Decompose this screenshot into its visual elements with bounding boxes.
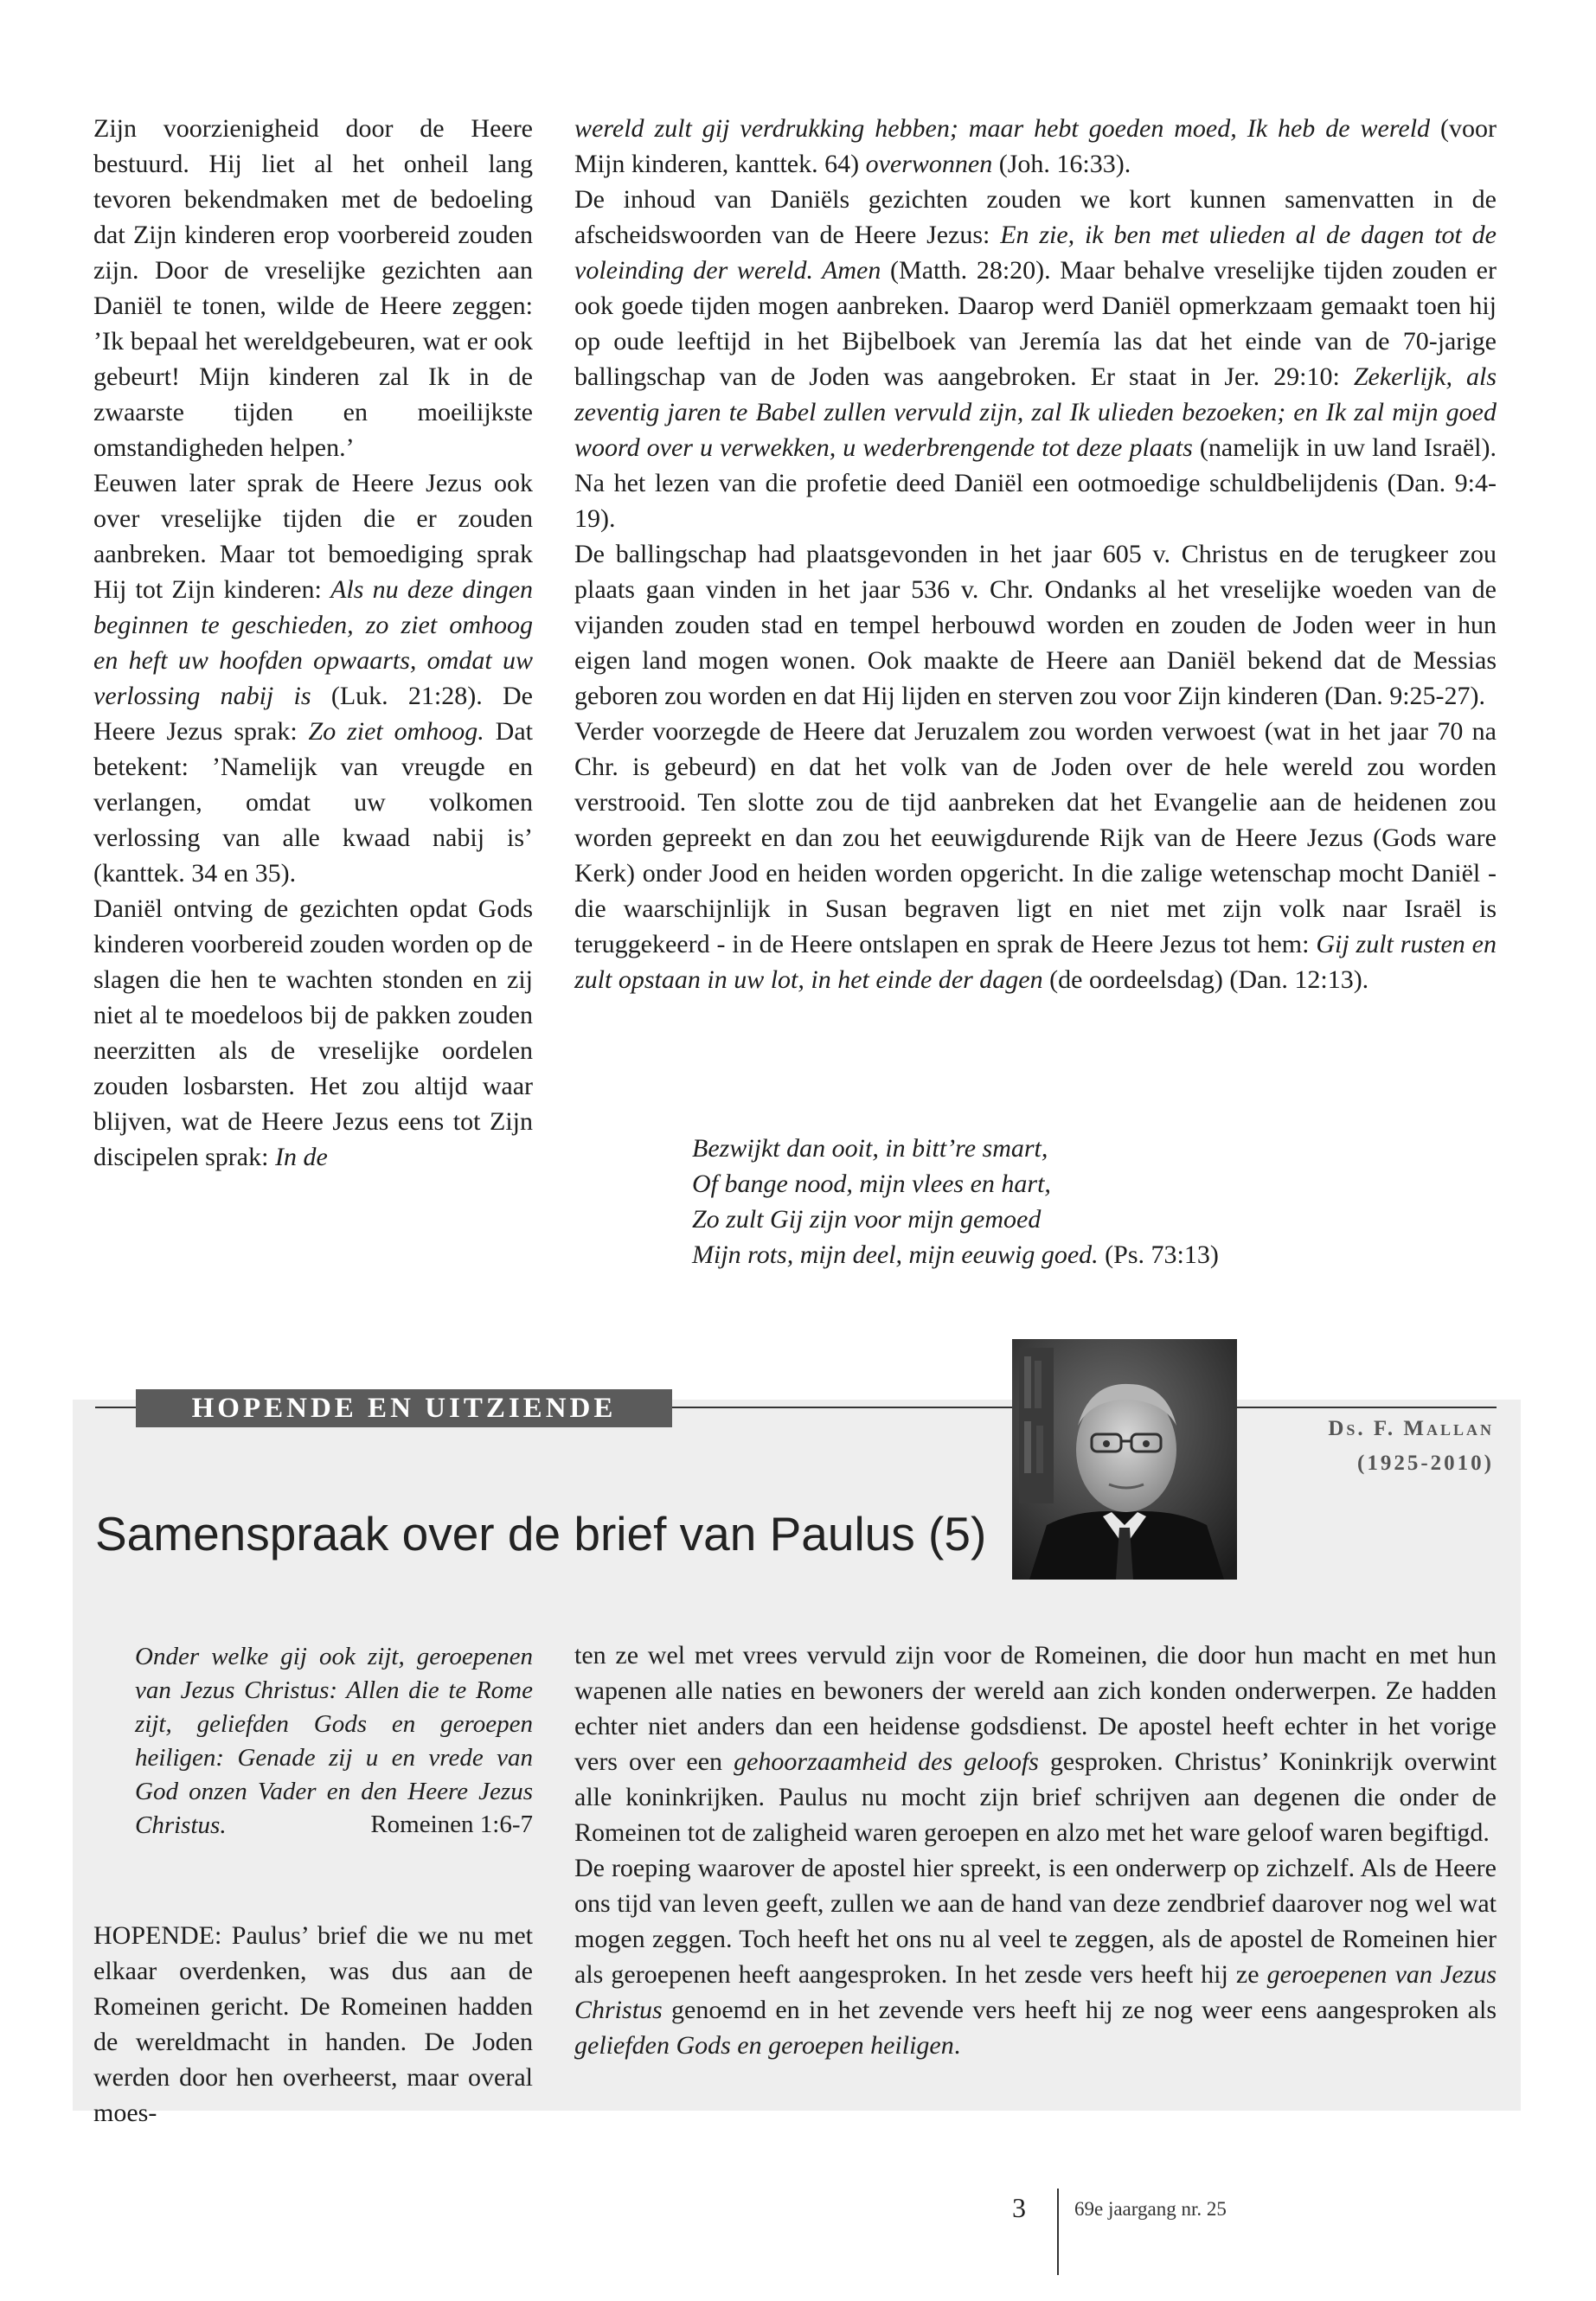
- text-run: (namelijk in uw land Israël). Na het lezen van die profetie deed Daniël een ootmoedige schuldbelijdenis (Dan. 9:4-19).: [574, 433, 1497, 533]
- psalm-quote: [692, 1131, 1384, 1272]
- column-left-text: [93, 111, 533, 1175]
- paragraph: [93, 111, 533, 465]
- text-run: ten ze wel met vrees vervuld zijn voor de Romeinen, die door hun macht en met hun wapenen alle naties en bewoners der wereld aan zich konden onderwerpen. Ze hadden echter niet anders dan een heidense godsdienst. De apostel heeft echter in het vorige vers over een: [574, 1641, 1497, 1776]
- italic-text: geroepenen van Jezus Christus: [574, 1960, 1497, 2024]
- poem-line: Zo zult Gij zijn voor mijn gemoed: [692, 1205, 1042, 1234]
- poem-line: Of bange nood, mijn vlees en hart,: [692, 1170, 1051, 1198]
- author-years: (1925-2010): [1357, 1452, 1494, 1475]
- author-photo: [1012, 1339, 1237, 1580]
- poem-line: Mijn rots, mijn deel, mijn eeuwig goed.: [692, 1240, 1099, 1269]
- poem-line: Bezwijkt dan ooit, in bitt’re smart,: [692, 1134, 1048, 1163]
- italic-text: In de: [274, 1143, 328, 1171]
- italic-text: Zekerlijk, als zeventig jaren te Babel zullen vervuld zijn, zal Ik ulieden bezoeken; en Ik zal mijn goed woord over u verwekken, u wederbrengende tot deze plaats: [574, 362, 1497, 462]
- text-run: Verder voorzegde de Heere dat Jeruzalem zou worden verwoest (wat in het jaar 70 na Chr. is gebeurd) en dat het volk van de Joden over de hele wereld zou worden verstrooid. Ten slotte zou de tijd aanbreken dat het Evangelie aan de heidenen zou worden gepreekt en dan zou het eeuwigdurende Rijk van de Heere Jezus (Gods ware Kerk) onder Jood en heiden worden opgericht. In die zalige wetenschap mocht Daniël - die waarschijnlijk in Susan begraven ligt en niet met zijn volk naar Israël is teruggekeerd - in de Heere ontslapen en sprak de Heere Jezus tot hem:: [574, 717, 1497, 958]
- text-run: Eeuwen later sprak de Heere Jezus ook over vreselijke tijden die er zouden aanbreken. Maar tot bemoediging sprak Hij tot Zijn kinderen:: [93, 469, 533, 604]
- text-run: genoemd en in het zevende vers heeft hij ze nog weer eens aangesproken als: [662, 1996, 1497, 2024]
- text-run: De ballingschap had plaatsgevonden in het jaar 605 v. Christus en de terugkeer zou plaats gaan vinden in het jaar 536 v. Chr. Ondanks al het vreselijke woeden van de vijanden zouden stad en tempel herbouwd worden en zouden de Joden weer in hun eigen land mogen wonen. Ook maakte de Heere aan Daniël bekend dat de Messias geboren zou worden en dat Hij lijden en sterven zou voor Zijn kinderen (Dan. 9:25-27).: [574, 540, 1497, 710]
- paragraph: [93, 1918, 533, 2131]
- italic-text: gehoorzaamheid des geloofs: [734, 1747, 1039, 1776]
- paragraph: [93, 465, 533, 891]
- paragraph: [574, 111, 1497, 182]
- article-title: Samenspraak over de brief van Paulus (5): [95, 1507, 987, 1561]
- text-run: De inhoud van Daniëls gezichten zouden we kort kunnen samenvatten in de afscheidswoorden van de Heere Jezus:: [574, 185, 1497, 249]
- text-run: (voor Mijn kinderen, kanttek. 64): [574, 114, 1497, 178]
- text-run: (Luk. 21:28). De Heere Jezus sprak:: [93, 682, 533, 746]
- italic-text: Zo ziet omhoog.: [308, 717, 484, 746]
- paragraph: [574, 1850, 1497, 2063]
- article-column-left: [93, 1918, 533, 2131]
- poem-reference: (Ps. 73:13): [1098, 1240, 1219, 1269]
- text-run: HOPENDE: Paulus’ brief die we nu met elkaar overdenken, was dus aan de Romeinen gericht. De Romeinen hadden de wereldmacht in handen. De Joden werden door hen overheerst, maar overal moes-: [93, 1921, 533, 2127]
- text-run: (Joh. 16:33).: [992, 150, 1131, 178]
- italic-text: Als nu deze dingen beginnen te geschieden, zo ziet omhoog en heft uw hoofden opwaarts, omdat uw verlossing nabij is: [93, 575, 534, 710]
- issue-label: 69e jaargang nr. 25: [1074, 2198, 1227, 2220]
- paragraph: [574, 182, 1497, 536]
- italic-text: overwonnen: [865, 150, 993, 178]
- page-number: 3: [1012, 2192, 1026, 2223]
- article-column-right: [574, 1638, 1497, 2063]
- text-run: Dat betekent: ’Namelijk van vreugde en verlangen, omdat uw volkomen verlossing van alle kwaad nabij is’ (kanttek. 34 en 35).: [93, 717, 533, 888]
- paragraph: [574, 714, 1497, 997]
- paragraph: [93, 891, 533, 1175]
- footer-divider: [1057, 2189, 1059, 2275]
- italic-text: Gij zult rusten en zult opstaan in uw lot, in het einde der dagen: [574, 930, 1497, 994]
- text-run: Zijn voorzienigheid door de Heere bestuurd. Hij liet al het onheil lang tevoren bekendmaken met de bedoeling dat Zijn kinderen erop voorbereid zouden zijn. Door de vreselijke gezichten aan Daniël te tonen, wilde de Heere zeggen: ’Ik bepaal het wereldgebeuren, wat er ook gebeurt! Mijn kinderen zal Ik in de zwaarste tijden en moeilijkste omstandigheden helpen.’: [93, 114, 533, 462]
- paragraph: [574, 1638, 1497, 1850]
- author-name: Ds. F. Mallan: [1328, 1417, 1494, 1440]
- text-run: (de oordeelsdag) (Dan. 12:13).: [1042, 965, 1369, 994]
- section-tag: HOPENDE EN UITZIENDE: [136, 1389, 672, 1427]
- text-run: Daniël ontving de gezichten opdat Gods kinderen voorbereid zouden worden op de slagen die hen te wachten stonden en zij niet al te moedeloos bij de pakken zouden neerzitten als de vreselijke oordelen zouden losbarsten. Het zou altijd waar blijven, wat de Heere Jezus eens tot Zijn discipelen sprak:: [93, 894, 533, 1171]
- column-right-text: [574, 111, 1497, 997]
- italic-text: En zie, ik ben met ulieden al de dagen tot de voleinding der wereld. Amen: [574, 221, 1497, 285]
- paragraph: [574, 536, 1497, 714]
- motto-quote: Onder welke gij ook zijt, geroepenen van Jezus Christus: Allen die te Rome zijt, geliefden Gods en geroepen heiligen: Genade zij u en vrede van God onzen Vader en den Heere Jezus Christus.: [135, 1643, 533, 1839]
- motto-reference: Romeinen 1:6-7: [370, 1811, 533, 1838]
- author-portrait-image: [1012, 1339, 1237, 1580]
- italic-text: wereld zult gij verdrukking hebben; maar hebt goeden moed, Ik heb de wereld: [574, 114, 1431, 143]
- text-run: (Matth. 28:20). Maar behalve vreselijke tijden zouden er ook goede tijden mogen aanbreken. Daarop werd Daniël opmerkzaam gemaakt toen hij op oude leeftijd in het Bijbelboek van Jeremía las dat het einde van de 70-jarige ballingschap van de Joden was aangebroken. Er staat in Jer. 29:10:: [574, 256, 1497, 391]
- text-run: gesproken. Christus’ Koninkrijk overwint alle koninkrijken. Paulus nu mocht zijn brief schrijven aan degenen die onder de Romeinen tot de zaligheid waren geroepen en alzo met het ware geloof waren begiftigd.: [574, 1747, 1497, 1847]
- text-run: De roeping waarover de apostel hier spreekt, is een onderwerp op zichzelf. Als de Heere ons tijd van leven geeft, zullen we aan de hand van deze zendbrief daarover nog wel wat mogen zeggen. Toch heeft het ons nu al veel te zeggen, als de apostel de Romeinen hier als geroepenen heeft aangesproken. In het zesde vers heeft hij ze: [574, 1854, 1497, 1989]
- text-run: .: [953, 2031, 961, 2060]
- italic-text: geliefden Gods en geroepen heiligen: [574, 2031, 954, 2060]
